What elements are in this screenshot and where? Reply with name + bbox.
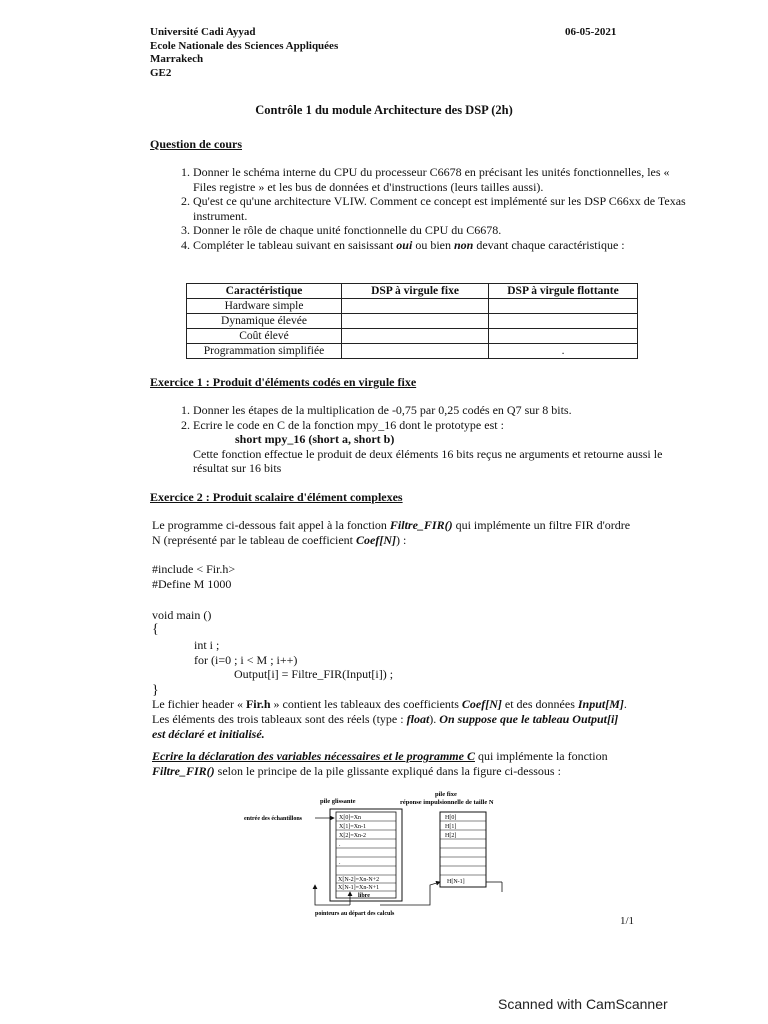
stack-cell: . — [339, 842, 341, 848]
answer-cell[interactable] — [489, 329, 638, 344]
table-header: DSP à virgule flottante — [489, 284, 638, 299]
code-line: #Define M 1000 — [152, 577, 232, 591]
answer-cell[interactable] — [489, 299, 638, 314]
para-text: selon le principe de la pile glissante expliqué dans la figure ci-dessous : — [214, 764, 561, 778]
answer-cell[interactable]: . — [489, 344, 638, 359]
item4-text: devant chaque caractéristique : — [473, 237, 625, 252]
stack-cell: X[1]=Xn-1 — [339, 824, 367, 830]
header-file-paragraph — [152, 697, 632, 742]
item-text: Ecrire le code en C de la fonction mpy_16 dont le prototype est : — [193, 417, 504, 432]
exercise1-list — [150, 403, 693, 476]
header-line: GE2 — [150, 66, 172, 79]
stack-cell: libre — [358, 893, 370, 899]
table-cell: Hardware simple — [187, 299, 342, 314]
list-item: 3. Donner le rôle de chaque unité fonctionnelle du CPU du C6678. — [193, 223, 693, 238]
stack-cell: H[N-1] — [447, 879, 465, 885]
stack-cell: X[2]=Xn-2 — [339, 833, 367, 839]
answer-cell[interactable] — [342, 314, 489, 329]
code-line: Output[i] = Filtre_FIR(Input[i]) ; — [234, 667, 394, 681]
left-stack-title: pile glissante — [320, 798, 356, 805]
list-item: 1. Donner le schéma interne du CPU du processeur C6678 en précisant les unités fonctionnelles, les « Files registre » et les bus de données et d'instructions (leurs tailles aussi). — [193, 165, 693, 194]
right-stack-subtitle: réponse impulsionnelle de taille N — [400, 799, 494, 806]
course-question-list — [150, 165, 693, 252]
stack-cell: X[N-2]=Xn-N+2 — [338, 877, 380, 883]
answer-cell[interactable] — [489, 314, 638, 329]
right-stack-title: pile fixe — [435, 791, 457, 798]
non-word: non — [453, 237, 474, 252]
assumption-text: On suppose que le tableau Output[i] est déclaré et initialisé. — [152, 712, 619, 741]
exercise2-intro — [152, 518, 632, 548]
float-type: float — [406, 712, 430, 726]
stack-cell: X[N-1]=Xn-N+1 — [338, 885, 380, 891]
para-text: » contient les tableaux des coefficients — [270, 697, 462, 711]
institution-header — [150, 26, 338, 80]
list-item — [193, 418, 693, 476]
exam-date: 06-05-2021 — [565, 26, 617, 38]
code-line: { — [152, 622, 159, 637]
scanner-watermark: Scanned with CamScanner — [498, 996, 668, 1012]
code-line: int i ; — [194, 638, 220, 652]
answer-cell[interactable] — [342, 299, 489, 314]
answer-cell[interactable] — [342, 344, 489, 359]
characteristics-table — [186, 283, 638, 359]
list-item: 2. Qu'est ce qu'une architecture VLIW. Comment ce concept est implémenté sur les DSP C66xx de Texas instrument. — [193, 194, 693, 223]
header-line: Université Cadi Ayyad — [150, 26, 256, 38]
code-line: void main () — [152, 608, 212, 622]
answer-cell[interactable] — [342, 329, 489, 344]
para-text: Le fichier header « — [152, 697, 246, 711]
stack-cell: H[2] — [445, 833, 457, 839]
table-cell: Dynamique élevée — [187, 314, 342, 329]
para-text: . Les éléments des trois tableaux sont des réels (type : — [152, 697, 627, 726]
table-row — [187, 329, 638, 344]
header-line: Ecole Nationale des Sciences Appliquées — [150, 39, 339, 52]
table-cell: Programmation simplifiée — [187, 344, 342, 359]
para-text: et des données — [501, 697, 578, 711]
coef-name: Coef[N] — [461, 697, 502, 711]
task-paragraph — [152, 749, 632, 779]
item4-text: Compléter le tableau suivant en saisissant — [193, 237, 397, 252]
code-line: #include < Fir.h> — [152, 562, 236, 576]
table-row — [187, 344, 638, 359]
para-text: ). — [429, 712, 440, 726]
stack-cell: H[0] — [445, 815, 457, 821]
table-header: Caractéristique — [187, 284, 342, 299]
exercise2-heading: Exercice 2 : Produit scalaire d'élément complexes — [150, 490, 403, 504]
page-number: 1/1 — [620, 915, 635, 927]
stack-cell: H[1] — [445, 824, 457, 830]
item4-text: ou bien — [412, 237, 454, 252]
code-line: for (i=0 ; i < M ; i++) — [194, 653, 298, 667]
right-stack — [440, 812, 486, 887]
header-line: Marrakech — [150, 53, 204, 65]
list-item — [193, 238, 693, 253]
exam-title: Contrôle 1 du module Architecture des DSP (2h) — [255, 103, 513, 117]
exercise1-heading: Exercice 1 : Produit d'éléments codés en virgule fixe — [150, 375, 417, 389]
fir-h: Fir.h — [245, 697, 271, 711]
intro-text: ) : — [395, 533, 407, 547]
list-item: 1. Donner les étapes de la multiplication de -0,75 par 0,25 codés en Q7 sur 8 bits. — [193, 403, 693, 418]
sliding-stack-figure — [240, 788, 540, 920]
input-name: Input[M] — [577, 697, 624, 711]
coef-name: Coef[N] — [356, 533, 396, 547]
function-name: Filtre_FIR() — [152, 764, 215, 778]
function-prototype: short mpy_16 (short a, short b) — [235, 432, 395, 446]
function-description: Cette fonction effectue le produit de deux éléments 16 bits reçus ne arguments et retourne aussi le résultat sur 16 bits — [193, 446, 663, 475]
table-header: DSP à virgule fixe — [342, 284, 489, 299]
function-name: Filtre_FIR() — [389, 518, 453, 532]
code-line: } — [152, 683, 159, 698]
table-cell: Coût élevé — [187, 329, 342, 344]
input-label: entrée des échantillons — [244, 816, 302, 822]
course-question-heading: Question de cours — [150, 137, 243, 151]
table-row — [187, 314, 638, 329]
oui-word: oui — [396, 237, 413, 252]
stack-cell: X[0]=Xn — [339, 815, 362, 821]
task-instruction: Ecrire la déclaration des variables nécessaires et le programme C — [152, 749, 475, 763]
pointers-label: pointeurs au départ des calculs — [315, 911, 395, 917]
intro-text: Le programme ci-dessous fait appel à la fonction — [152, 518, 390, 532]
para-text: qui implémente la fonction — [474, 749, 608, 763]
intro-text: qui implémente un filtre FIR d'ordre N (représenté par le tableau de coefficient — [152, 518, 631, 547]
left-stack — [330, 809, 402, 901]
stack-cell: . — [339, 860, 341, 866]
table-row — [187, 299, 638, 314]
